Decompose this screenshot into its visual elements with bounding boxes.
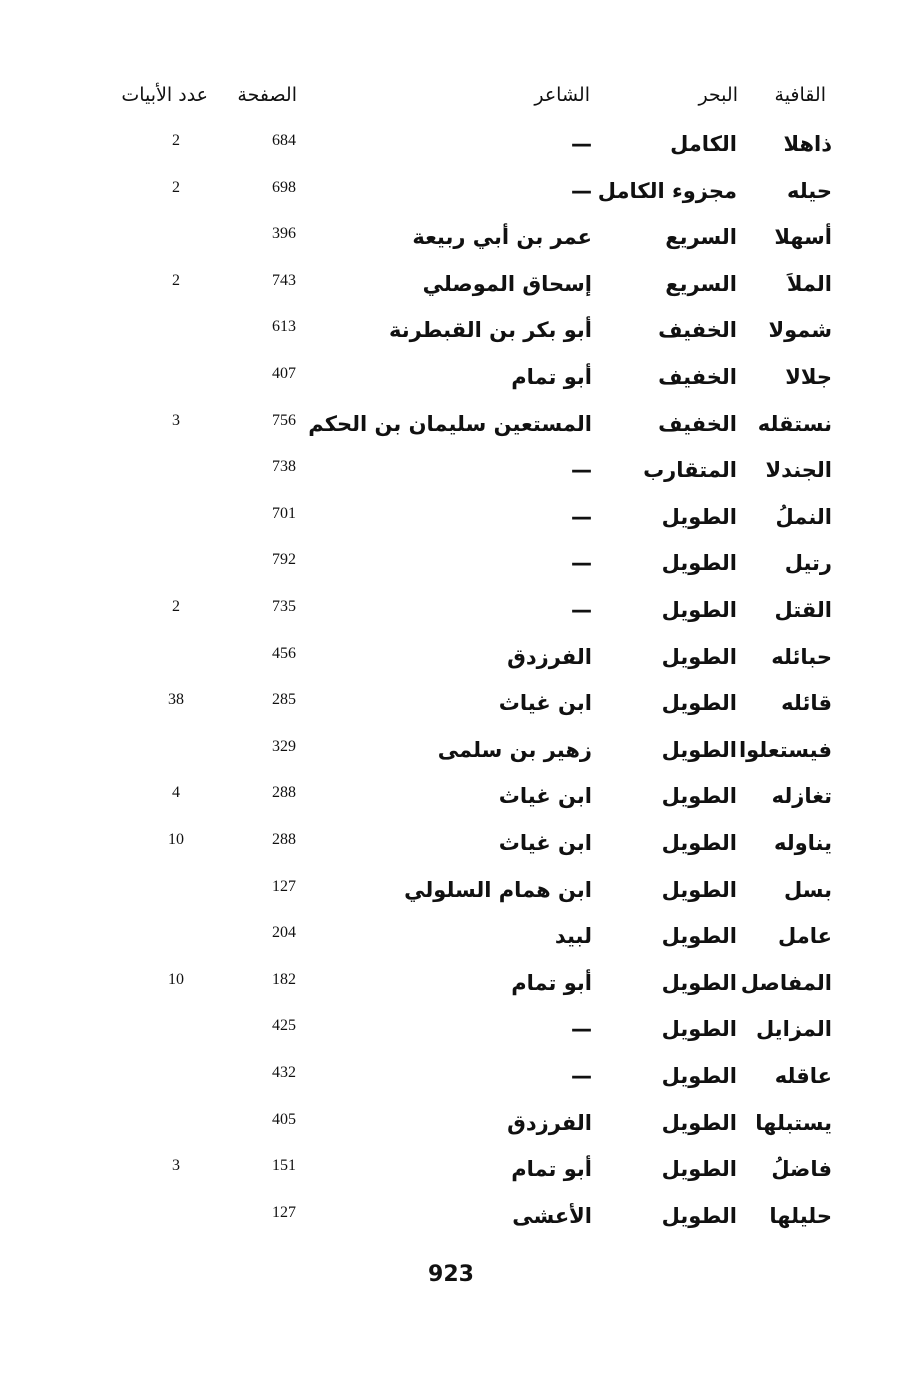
cell-page: 151 bbox=[272, 1157, 296, 1175]
table-row bbox=[0, 1204, 902, 1244]
cell-bahr: الخفيف bbox=[658, 318, 737, 343]
cell-bahr: الطويل bbox=[661, 1017, 737, 1042]
cell-count: 2 bbox=[172, 132, 180, 149]
header-count: عدد الأبيات bbox=[121, 84, 208, 106]
cell-page: 288 bbox=[272, 831, 296, 848]
table-row bbox=[0, 924, 902, 964]
table-row bbox=[0, 645, 902, 685]
cell-qafiya: يستبلها bbox=[755, 1110, 832, 1135]
table-row bbox=[0, 1017, 902, 1057]
cell-count: 2 bbox=[172, 271, 180, 289]
table-header bbox=[0, 84, 902, 124]
cell-poet: — bbox=[571, 504, 592, 529]
cell-page: 127 bbox=[272, 877, 296, 895]
table-row bbox=[0, 272, 902, 312]
cell-bahr: الطويل bbox=[661, 1064, 737, 1088]
table-row bbox=[0, 784, 902, 824]
cell-page: 735 bbox=[272, 598, 296, 615]
cell-poet: — bbox=[571, 551, 592, 576]
cell-page: 792 bbox=[272, 551, 296, 569]
cell-bahr: الطويل bbox=[661, 644, 737, 669]
header-poet: الشاعر bbox=[534, 84, 590, 106]
cell-page: 743 bbox=[272, 271, 296, 289]
cell-page: 701 bbox=[272, 504, 296, 522]
cell-bahr: الطويل bbox=[661, 1203, 737, 1228]
cell-qafiya: رتيل bbox=[784, 551, 832, 576]
table-row bbox=[0, 225, 902, 265]
cell-page: 613 bbox=[272, 318, 296, 336]
cell-qafiya: حليلها bbox=[769, 1203, 832, 1228]
table-row bbox=[0, 738, 902, 778]
cell-poet: المستعين سليمان بن الحكم bbox=[308, 411, 592, 436]
cell-page: 285 bbox=[272, 691, 296, 709]
cell-page: 329 bbox=[272, 737, 296, 755]
cell-bahr: الطويل bbox=[661, 924, 737, 949]
cell-bahr: الطويل bbox=[661, 877, 737, 902]
cell-bahr: الطويل bbox=[661, 970, 737, 995]
cell-count: 2 bbox=[172, 598, 180, 615]
cell-qafiya: المزايل bbox=[755, 1017, 832, 1042]
cell-poet: — bbox=[571, 1017, 592, 1042]
page-number: 923 bbox=[428, 1262, 474, 1287]
cell-poet: إسحاق الموصلي bbox=[422, 271, 592, 296]
cell-page: 288 bbox=[272, 784, 296, 802]
cell-count: 2 bbox=[172, 178, 180, 196]
cell-poet: — bbox=[571, 598, 592, 622]
cell-page: 405 bbox=[272, 1110, 296, 1128]
table-row bbox=[0, 179, 902, 219]
header-bahr: البحر bbox=[698, 84, 738, 106]
table-row bbox=[0, 598, 902, 638]
cell-page: 204 bbox=[272, 924, 296, 942]
cell-poet: ابن غياث bbox=[498, 831, 592, 855]
cell-qafiya: قائله bbox=[781, 691, 832, 716]
header-qafiya: القافية bbox=[774, 84, 826, 106]
cell-qafiya: جلالا bbox=[785, 365, 832, 389]
cell-page: 456 bbox=[272, 644, 296, 662]
cell-poet: — bbox=[571, 1064, 592, 1088]
cell-qafiya: نستقله bbox=[757, 411, 832, 436]
cell-qafiya: يناوله bbox=[773, 831, 832, 855]
table-row bbox=[0, 878, 902, 918]
cell-bahr: الطويل bbox=[661, 737, 737, 762]
cell-qafiya: فيستعلوا bbox=[738, 737, 832, 762]
cell-bahr: الكامل bbox=[670, 132, 737, 156]
cell-qafiya: حيله bbox=[786, 178, 832, 203]
cell-bahr: الطويل bbox=[661, 1157, 737, 1182]
table-row bbox=[0, 551, 902, 591]
cell-bahr: مجزوء الكامل bbox=[597, 178, 737, 203]
cell-bahr: السريع bbox=[665, 271, 737, 296]
cell-poet: الفرزدق bbox=[507, 644, 592, 669]
cell-qafiya: أسهلا bbox=[774, 225, 832, 250]
cell-bahr: الطويل bbox=[661, 691, 737, 716]
cell-page: 756 bbox=[272, 411, 296, 429]
table-row bbox=[0, 691, 902, 731]
cell-poet: ابن غياث bbox=[498, 691, 592, 716]
cell-page: 698 bbox=[272, 178, 296, 196]
cell-qafiya: عاقله bbox=[774, 1064, 832, 1088]
table-row bbox=[0, 318, 902, 358]
cell-poet: زهير بن سلمى bbox=[437, 737, 592, 762]
cell-poet: الفرزدق bbox=[507, 1110, 592, 1135]
cell-page: 127 bbox=[272, 1203, 296, 1221]
cell-page: 396 bbox=[272, 225, 296, 243]
table-row bbox=[0, 831, 902, 871]
cell-qafiya: الجندلا bbox=[765, 458, 832, 483]
table-row bbox=[0, 132, 902, 172]
cell-qafiya: تغازله bbox=[771, 784, 832, 809]
cell-poet: عمر بن أبي ربيعة bbox=[412, 225, 592, 250]
cell-bahr: الطويل bbox=[661, 551, 737, 576]
cell-count: 38 bbox=[168, 691, 184, 709]
table-row bbox=[0, 505, 902, 545]
cell-qafiya: النملُ bbox=[775, 504, 832, 529]
table-row bbox=[0, 458, 902, 498]
cell-poet: أبو تمام bbox=[511, 365, 592, 389]
cell-page: 432 bbox=[272, 1064, 296, 1081]
cell-bahr: الطويل bbox=[661, 1110, 737, 1135]
cell-qafiya: المفاصل bbox=[740, 970, 832, 995]
cell-bahr: الطويل bbox=[661, 598, 737, 622]
table-row bbox=[0, 1157, 902, 1197]
cell-page: 425 bbox=[272, 1017, 296, 1035]
cell-page: 407 bbox=[272, 365, 296, 382]
cell-bahr: الطويل bbox=[661, 504, 737, 529]
cell-count: 3 bbox=[172, 1157, 180, 1175]
cell-bahr: الطويل bbox=[661, 784, 737, 809]
cell-count: 3 bbox=[172, 411, 180, 429]
cell-qafiya: فاضلُ bbox=[771, 1157, 832, 1182]
cell-qafiya: حبائله bbox=[771, 644, 832, 669]
cell-page: 182 bbox=[272, 970, 296, 988]
cell-count: 10 bbox=[168, 831, 184, 848]
cell-count: 4 bbox=[172, 784, 180, 802]
cell-qafiya: القتل bbox=[774, 598, 832, 622]
cell-count: 10 bbox=[168, 970, 184, 988]
cell-poet: — bbox=[571, 178, 592, 203]
cell-bahr: المتقارب bbox=[643, 458, 737, 483]
cell-qafiya: عامل bbox=[778, 924, 832, 949]
cell-poet: أبو تمام bbox=[511, 1157, 592, 1182]
cell-poet: أبو بكر بن القبطرنة bbox=[388, 318, 592, 343]
cell-qafiya: بسل bbox=[784, 877, 832, 902]
cell-qafiya: ذاهلا bbox=[783, 132, 832, 156]
table-row bbox=[0, 412, 902, 452]
table-row bbox=[0, 1064, 902, 1104]
cell-bahr: السريع bbox=[665, 225, 737, 250]
cell-poet: لبيد bbox=[554, 924, 592, 949]
cell-poet: ابن همام السلولي bbox=[404, 877, 592, 902]
table-row bbox=[0, 971, 902, 1011]
table-row bbox=[0, 1111, 902, 1151]
cell-page: 738 bbox=[272, 458, 296, 476]
cell-poet: — bbox=[571, 132, 592, 156]
cell-qafiya: شمولا bbox=[768, 318, 832, 343]
table-row bbox=[0, 365, 902, 405]
cell-poet: ابن غياث bbox=[498, 784, 592, 809]
cell-bahr: الطويل bbox=[661, 831, 737, 855]
header-page: الصفحة bbox=[237, 84, 297, 106]
cell-bahr: الخفيف bbox=[658, 365, 737, 389]
cell-poet: أبو تمام bbox=[511, 970, 592, 995]
cell-poet: الأعشى bbox=[512, 1203, 592, 1228]
cell-qafiya: الملاَ bbox=[786, 271, 832, 296]
cell-poet: — bbox=[571, 458, 592, 483]
cell-bahr: الخفيف bbox=[658, 411, 737, 436]
cell-page: 684 bbox=[272, 132, 296, 149]
